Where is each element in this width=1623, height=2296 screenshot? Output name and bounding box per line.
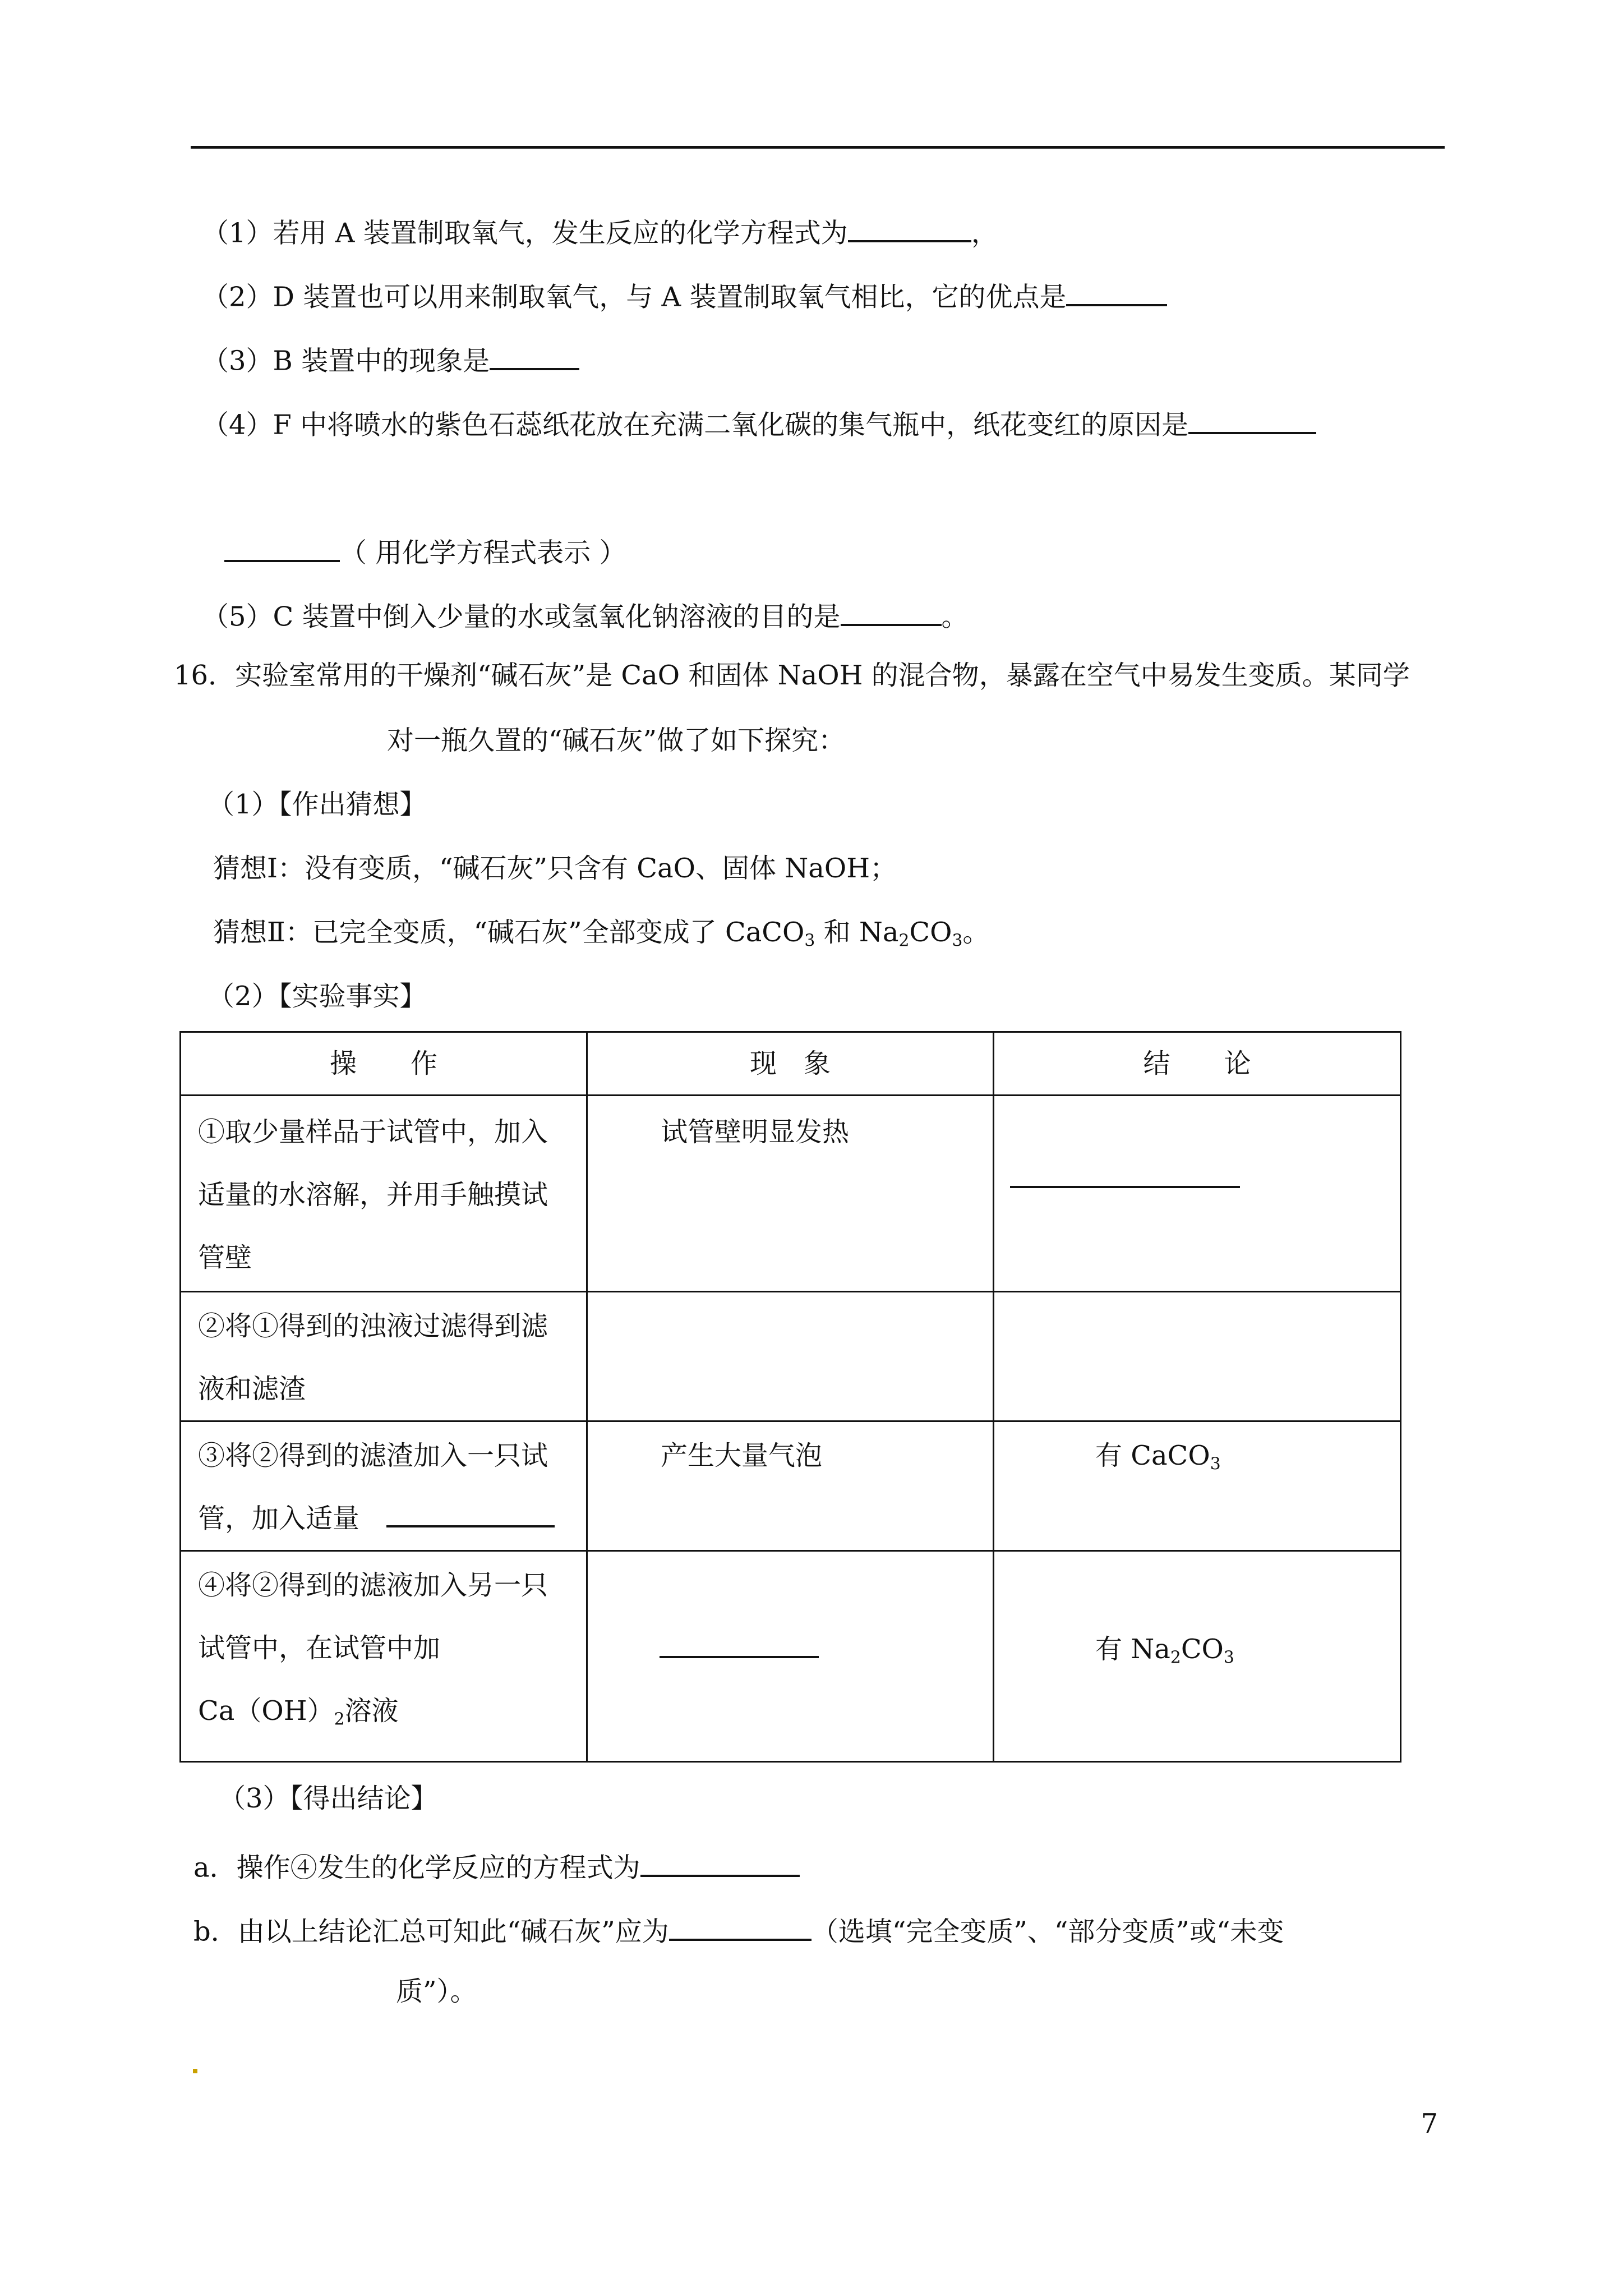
table-row: [181, 1292, 1401, 1421]
q15-part3-blank: [490, 342, 579, 370]
experiment-table: [179, 1031, 1401, 1763]
q16-guess2: 猜想Ⅱ：已完全变质，“碱石灰”全部变成了 CaCO$_3$ 和 $Na_2CO_3$。: [213, 917, 990, 951]
row2-phenomenon: [587, 1292, 994, 1421]
q16-conclusion-a-blank: [640, 1849, 800, 1877]
row1-conclusion-blank: [1010, 1186, 1240, 1188]
q16-intro-line1: 16．实验室常用的干燥剂“碱石灰”是 CaO 和固体 NaOH 的混合物，暴露在空气中易发生变质。某同学: [174, 660, 1410, 691]
row3-conclusion: 有 CaCO$_3$: [994, 1421, 1401, 1551]
q15-part4: （4）F 中将喷水的紫色石蕊纸花放在充满二氧化碳的集气瓶中，纸花变红的原因是: [202, 406, 1316, 439]
q16-conclusion-b-blank: [669, 1913, 811, 1941]
q16-conclusion-b-continued: 质”）。: [396, 1976, 477, 2007]
row2-conclusion: [994, 1292, 1401, 1421]
q15-part5-blank: [841, 598, 942, 626]
q15-part2: （2）D 装置也可以用来制取氧气，与 A 装置制取氧气相比，它的优点是: [202, 278, 1167, 311]
table-row: [181, 1551, 1401, 1762]
row2-operation: ②将①得到的浊液过滤得到滤 液和滤渣: [181, 1292, 587, 1421]
q16-intro-line2: 对一瓶久置的“碱石灰”做了如下探究：: [387, 725, 846, 756]
table-row: [181, 1421, 1401, 1551]
q16-section1-heading: （1）【作出猜想】: [208, 789, 427, 820]
q16-section3-heading: （3）【得出结论】: [219, 1783, 438, 1814]
row3-phenomenon: 产生大量气泡: [587, 1421, 994, 1551]
row3-reagent-blank: [386, 1499, 555, 1527]
q15-part4-blank: [1188, 406, 1316, 434]
q15-part1-blank: [848, 214, 971, 242]
q16-guess1: 猜想Ⅰ：没有变质，“碱石灰”只含有 CaO、固体 NaOH；: [213, 853, 897, 884]
q16-section2-heading: （2）【实验事实】: [208, 981, 427, 1012]
header-conclusion: 结 论: [994, 1032, 1401, 1096]
stray-mark: [193, 2069, 197, 2073]
header-rule: [191, 146, 1445, 149]
q16-conclusion-b: b．由以上结论汇总可知此“碱石灰”应为 （选填“完全变质”、“部分变质”或“未变: [193, 1913, 1284, 1945]
q15-part4-continued: （ 用化学方程式表示 ）: [224, 534, 626, 567]
row3-operation: ③将②得到的滤渣加入一只试 管，加入适量: [181, 1421, 587, 1551]
page-number: 7: [1421, 2108, 1438, 2139]
row4-phenomenon-blank: [660, 1656, 819, 1658]
q16-conclusion-a: a．操作④发生的化学反应的方程式为: [193, 1849, 800, 1881]
row4-conclusion: 有 $Na_2CO_3$: [994, 1551, 1401, 1762]
q15-part2-blank: [1066, 278, 1167, 306]
row4-operation: ④将②得到的滤液加入另一只 试管中，在试管中加 $Ca(OH)_2$溶液: [181, 1551, 587, 1762]
header-phenomenon: 现 象: [587, 1032, 994, 1096]
q15-part5: （5）C 装置中倒入少量的水或氢氧化钠溶液的目的是 。: [202, 598, 969, 631]
q15-part3: （3）B 装置中的现象是: [202, 342, 579, 375]
q15-part1: （1）若用 A 装置制取氧气，发生反应的化学方程式为 ，: [202, 214, 998, 247]
q15-part4-answer-blank: [224, 534, 340, 562]
table-row: [181, 1096, 1401, 1292]
row4-phenomenon: [587, 1551, 994, 1762]
table-header-row: [181, 1032, 1401, 1096]
row1-conclusion: [994, 1096, 1401, 1292]
header-operation: 操 作: [181, 1032, 587, 1096]
row1-operation: ①取少量样品于试管中，加入 适量的水溶解，并用手触摸试 管壁: [181, 1096, 587, 1292]
row1-phenomenon: 试管壁明显发热: [587, 1096, 994, 1292]
